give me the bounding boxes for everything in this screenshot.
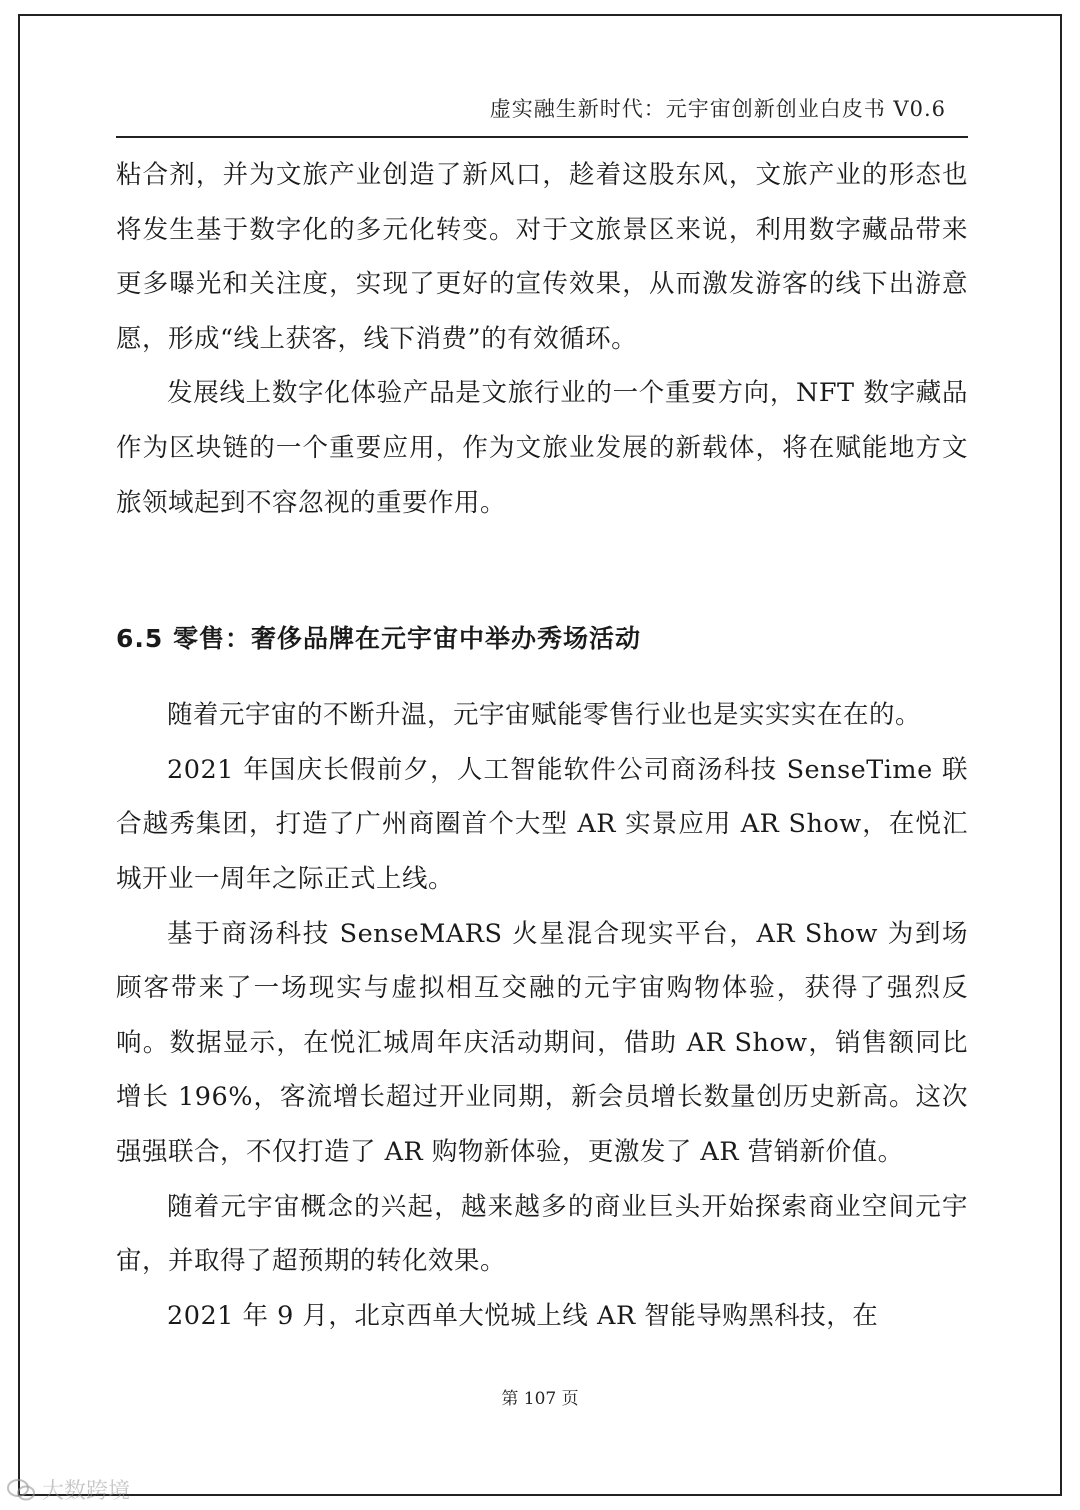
body-paragraph: 粘合剂，并为文旅产业创造了新风口，趁着这股东风，文旅产业的形态也将发生基于数字化的多元化转变。对于文旅景区来说，利用数字藏品带来更多曝光和关注度，实现了更好的宣传效果，从而激发游客的线下出游意愿，形成“线上获客，线下消费”的有效循环。 xyxy=(116,160,968,354)
body-paragraph: 随着元宇宙的不断升温，元宇宙赋能零售行业也是实实实在在的。 xyxy=(167,700,922,731)
page-number: 第 107 页 xyxy=(501,1389,579,1409)
document-header: 虚实融生新时代：元宇宙创新创业白皮书 V0.6 xyxy=(489,97,946,121)
header-divider xyxy=(116,136,968,138)
body-paragraph: 基于商汤科技 SenseMARS 火星混合现实平台，AR Show 为到场顾客带来了一场现实与虚拟相互交融的元宇宙购物体验，获得了强烈反响。数据显示，在悦汇城周年庆活动期间，借助 AR Show，销售额同比增长 196%，客流增长超过开业同期，新会员增长数量创历史新高。这次强强联合，不仅打造了 AR 购物新体验，更激发了 AR 营销新价值。 xyxy=(116,918,968,1167)
watermark xyxy=(6,1474,130,1505)
wechat-icon xyxy=(6,1477,36,1503)
body-paragraph: 2021 年 9 月，北京西单大悦城上线 AR 智能导购黑科技，在 xyxy=(167,1300,879,1331)
watermark-text: 大数跨境 xyxy=(42,1479,131,1504)
body-paragraph: 发展线上数字化体验产品是文旅行业的一个重要方向，NFT 数字藏品作为区块链的一个重要应用，作为文旅业发展的新载体，将在赋能地方文旅领域起到不容忽视的重要作用。 xyxy=(116,378,968,518)
body-paragraph: 随着元宇宙概念的兴起，越来越多的商业巨头开始探索商业空间元宇宙，并取得了超预期的转化效果。 xyxy=(116,1191,968,1277)
page-content xyxy=(116,148,968,1343)
body-paragraph: 2021 年国庆长假前夕，人工智能软件公司商汤科技 SenseTime 联合越秀集团，打造了广州商圈首个大型 AR 实景应用 AR Show，在悦汇城开业一周年之际正式上线。 xyxy=(116,754,968,894)
section-heading: 6.5 零售：奢侈品牌在元宇宙中举办秀场活动 xyxy=(116,624,641,654)
